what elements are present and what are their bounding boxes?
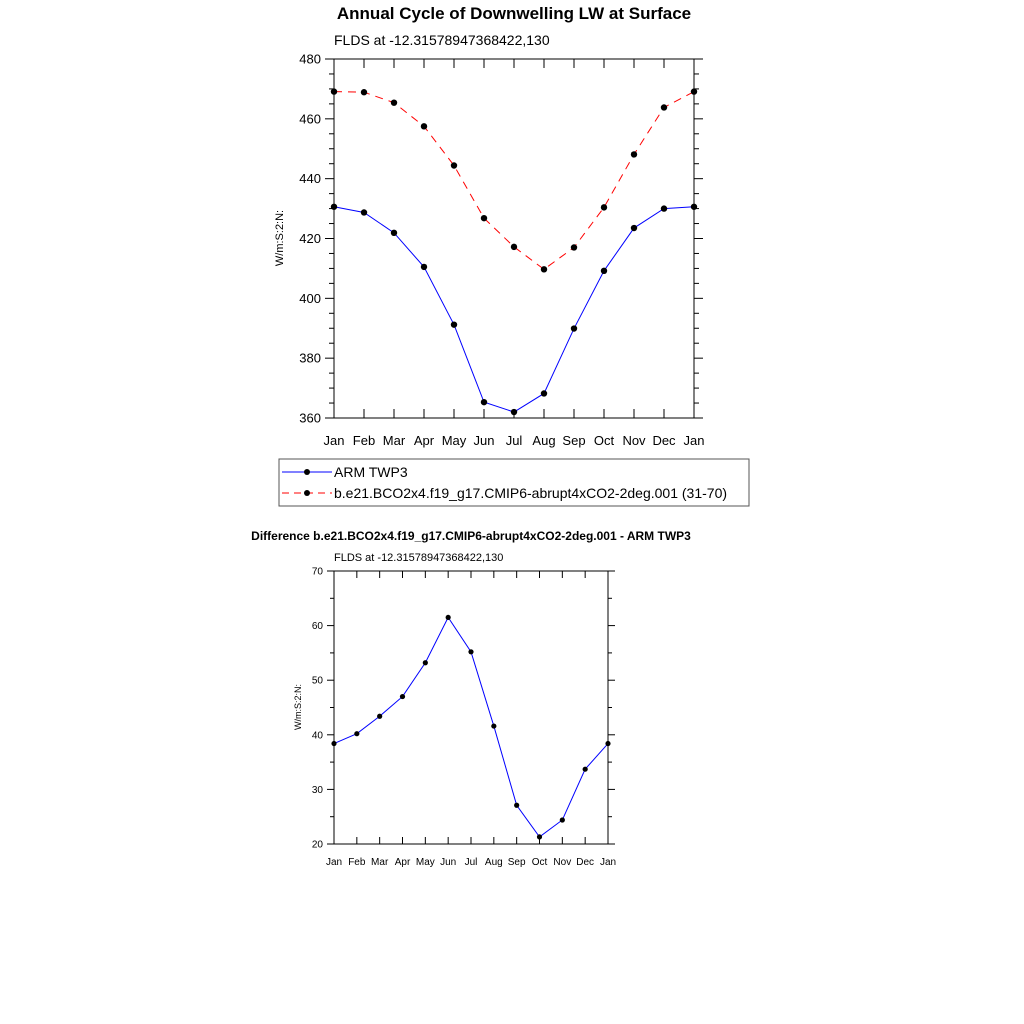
data-point [421,264,427,270]
x-tick-label: Jun [440,857,457,868]
data-point [468,649,473,654]
data-point [481,399,487,405]
y-tick-label: 50 [311,675,323,687]
series-line-1 [334,92,694,270]
data-point [331,88,337,94]
data-point [511,244,517,250]
legend-marker-model [304,490,310,496]
data-point [631,225,637,231]
data-point [481,215,487,221]
data-point [391,230,397,236]
data-point [400,694,405,699]
y-tick-label: 420 [299,231,321,247]
data-point [605,741,610,746]
data-point [423,660,428,665]
x-tick-label: Mar [382,433,406,448]
top-chart-ylabel: W/m:S:2:N: [274,209,286,267]
x-tick-label: Sep [507,857,526,868]
data-point [361,89,367,95]
data-point [491,723,496,728]
x-tick-label: Jan [325,857,343,868]
x-tick-label: Jun [473,433,495,448]
bottom-chart [251,529,691,868]
bottom-chart-ylabel: W/m:S:2:N: [293,683,303,731]
data-point [514,803,519,808]
data-point [560,817,565,822]
data-point [661,205,667,211]
top-legend [279,459,749,506]
data-point [354,731,359,736]
data-point [511,409,517,415]
data-point [571,325,577,331]
data-point [583,767,588,772]
x-tick-label: Feb [348,857,366,868]
x-tick-label: May [415,857,435,868]
y-tick-label: 460 [299,111,321,127]
legend-label-model: b.e21.BCO2x4.f19_g17.CMIP6-abrupt4xCO2-2deg.001 (31-70) [334,485,728,501]
y-tick-label: 20 [311,839,323,851]
x-tick-label: Dec [652,433,676,448]
x-tick-label: Apr [413,433,435,448]
y-tick-label: 70 [311,566,323,578]
bottom-chart-title: Difference b.e21.BCO2x4.f19_g17.CMIP6-abrupt4xCO2-2deg.001 - ARM TWP3 [251,529,691,543]
data-point [377,714,382,719]
x-tick-label: Sep [562,433,586,448]
x-tick-label: Aug [484,857,503,868]
y-tick-label: 440 [299,171,321,187]
x-tick-label: Nov [553,857,572,868]
data-point [541,266,547,272]
x-tick-label: Jan [323,433,345,448]
data-point [601,204,607,210]
x-tick-label: Aug [532,433,556,448]
data-point [691,204,697,210]
plot-frame [334,571,608,844]
legend-marker-arm [304,469,310,475]
plot-frame [334,59,694,418]
x-tick-label: Nov [622,433,646,448]
top-chart-title: Annual Cycle of Downwelling LW at Surface [336,4,692,23]
x-tick-label: Oct [593,433,615,448]
bottom-chart-subtitle: FLDS at -12.31578947368422,130 [334,552,504,564]
bottom-plot-area [312,567,616,869]
top-plot-area [299,52,704,448]
x-tick-label: Apr [394,857,411,868]
x-tick-label: Jul [464,857,478,868]
data-point [451,321,457,327]
x-tick-label: Feb [352,433,376,448]
y-tick-label: 480 [299,51,321,67]
data-point [421,123,427,129]
data-point [361,209,367,215]
data-point [601,268,607,274]
data-point [537,834,542,839]
x-tick-label: May [441,433,467,448]
y-tick-label: 30 [311,784,323,796]
x-tick-label: Oct [531,857,548,868]
top-chart [274,4,749,506]
x-tick-label: Dec [576,857,595,868]
x-tick-label: Mar [371,857,389,868]
data-point [331,741,336,746]
data-point [541,390,547,396]
x-tick-label: Jul [505,433,523,448]
x-tick-label: Jan [683,433,705,448]
y-tick-label: 40 [311,730,323,742]
y-tick-label: 360 [299,410,321,426]
data-point [446,615,451,620]
top-chart-subtitle: FLDS at -12.31578947368422,130 [334,32,550,48]
data-point [331,204,337,210]
data-point [451,162,457,168]
y-tick-label: 60 [311,621,323,633]
data-point [631,151,637,157]
y-tick-label: 380 [299,350,321,366]
data-point [391,99,397,105]
data-point [661,104,667,110]
data-point [691,88,697,94]
legend-label-arm: ARM TWP3 [334,464,408,480]
x-tick-label: Jan [599,857,617,868]
series-line-0 [334,207,694,412]
data-point [571,244,577,250]
y-tick-label: 400 [299,290,321,306]
